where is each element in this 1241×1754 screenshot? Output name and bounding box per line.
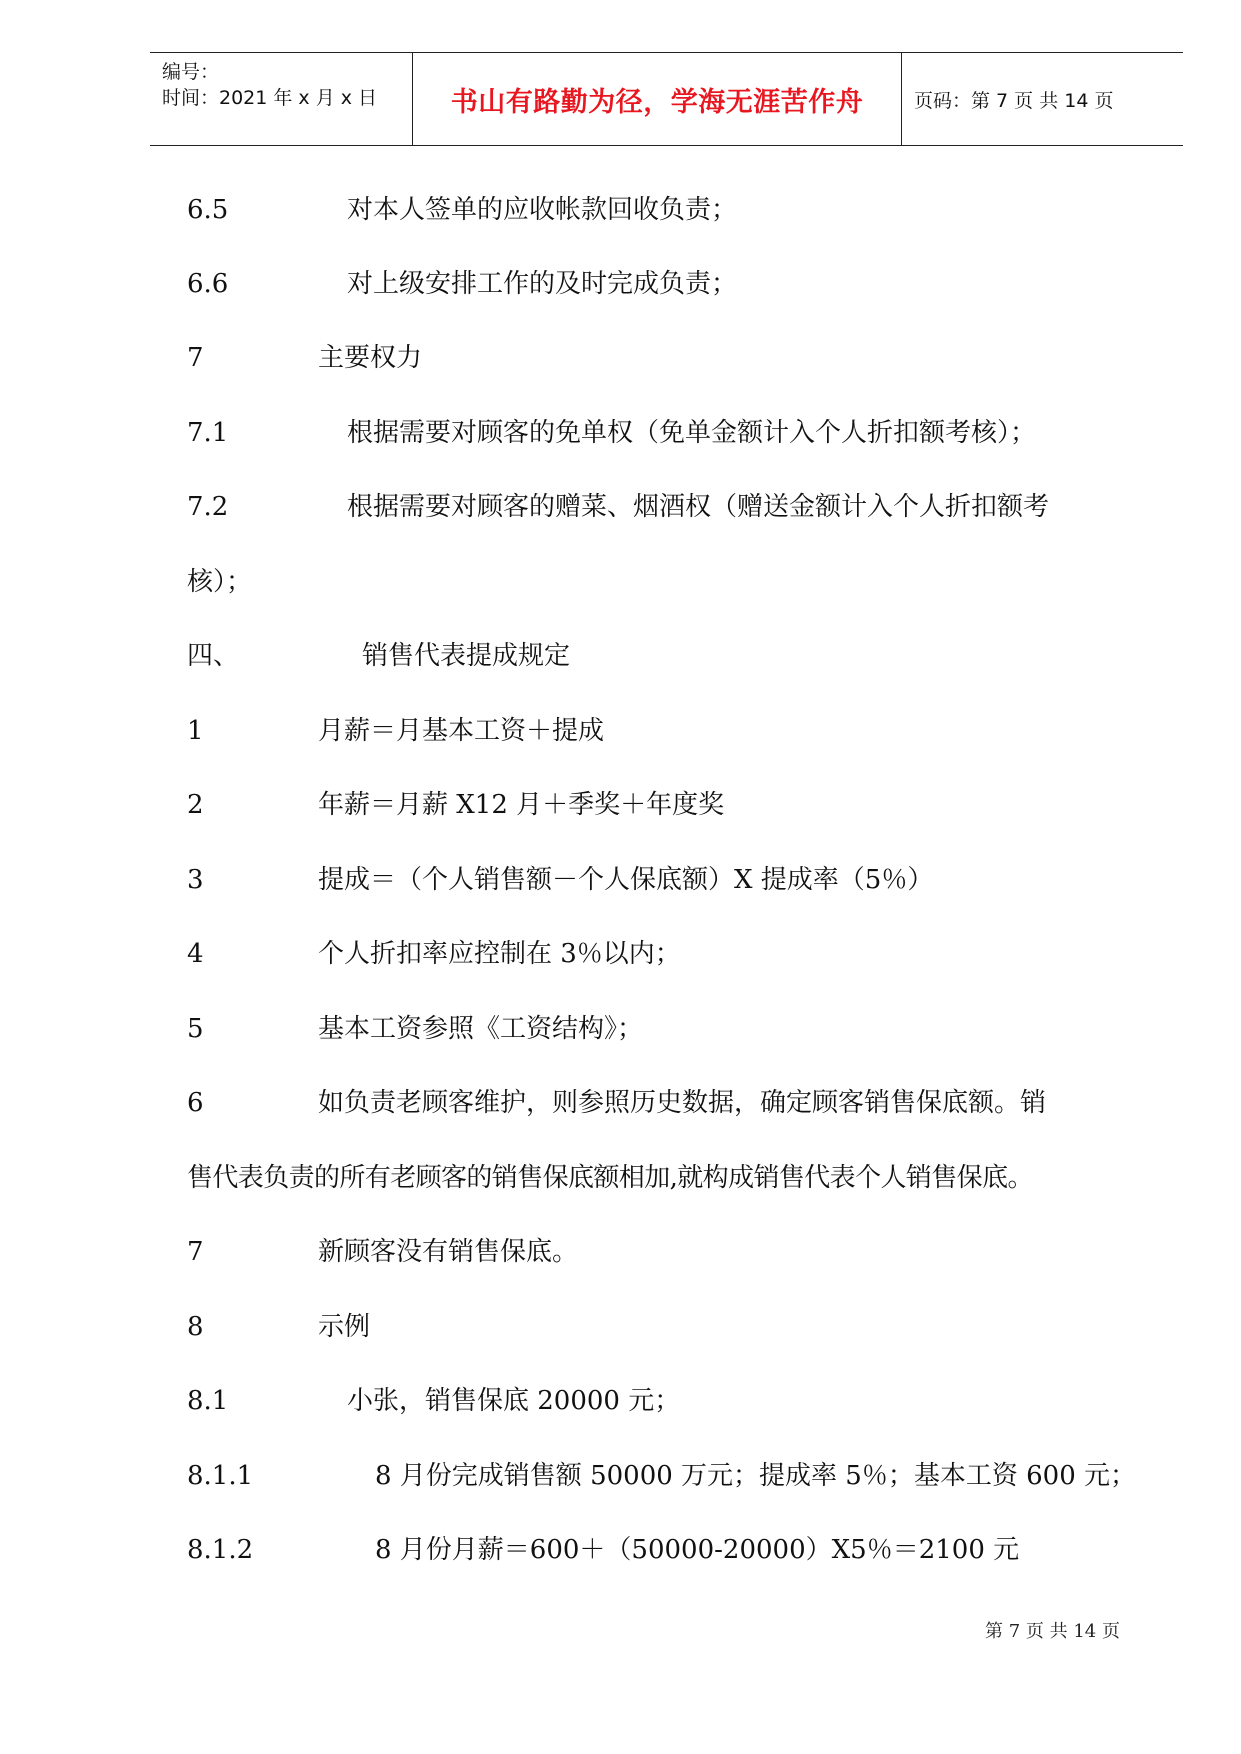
header-motto-cell bbox=[412, 53, 902, 145]
item-number: 1 bbox=[187, 716, 204, 746]
list-item bbox=[187, 1012, 643, 1046]
item-number: 6.6 bbox=[187, 269, 229, 299]
page-header bbox=[150, 52, 1183, 146]
item-text: 8 月份月薪＝600＋（50000-20000）X5％＝2100 元 bbox=[375, 1535, 1020, 1565]
item-text: 小张，销售保底 20000 元； bbox=[347, 1386, 681, 1416]
item-text: 根据需要对顾客的赠菜、烟酒权（赠送金额计入个人折扣额考 bbox=[347, 492, 1050, 522]
list-item-continuation bbox=[187, 565, 252, 599]
list-item bbox=[187, 416, 1036, 450]
item-text: 年薪＝月薪 X12 月＋季奖＋年度奖 bbox=[318, 790, 725, 820]
item-text: 对上级安排工作的及时完成负责； bbox=[347, 269, 738, 299]
header-left-cell bbox=[150, 53, 412, 145]
item-text: 提成＝（个人销售额－个人保底额）X 提成率（5％） bbox=[318, 865, 934, 895]
list-item bbox=[187, 937, 681, 971]
list-item bbox=[187, 267, 737, 301]
item-number: 6.5 bbox=[187, 195, 229, 225]
item-text: 8 月份完成销售额 50000 万元；提成率 5％；基本工资 600 元； bbox=[375, 1461, 1137, 1491]
item-number: 8.1 bbox=[187, 1386, 229, 1416]
item-text: 如负责老顾客维护，则参照历史数据，确定顾客销售保底额。销 bbox=[318, 1088, 1047, 1118]
list-item bbox=[187, 1086, 1046, 1120]
list-item bbox=[187, 1235, 578, 1269]
item-text: 基本工资参照《工资结构》； bbox=[318, 1014, 644, 1044]
item-number: 6 bbox=[187, 1088, 204, 1118]
list-item bbox=[187, 863, 933, 897]
item-text: 核）； bbox=[187, 567, 253, 597]
document-time-label: 时间：2021 年 x 月 x 日 bbox=[162, 87, 378, 109]
item-text: 根据需要对顾客的免单权（免单金额计入个人折扣额考核）； bbox=[347, 418, 1037, 448]
section-number: 四、 bbox=[187, 641, 240, 671]
header-page-code: 页码：第 7 页 共 14 页 bbox=[914, 89, 1114, 112]
item-text: 售代表负责的所有老顾客的销售保底额相加,就构成销售代表个人销售保底。 bbox=[187, 1163, 1033, 1193]
item-number: 2 bbox=[187, 790, 204, 820]
item-number: 5 bbox=[187, 1014, 204, 1044]
list-item bbox=[187, 788, 724, 822]
item-text: 示例 bbox=[318, 1312, 371, 1342]
item-text: 新顾客没有销售保底。 bbox=[318, 1237, 579, 1267]
item-number: 4 bbox=[187, 939, 204, 969]
list-item bbox=[187, 1533, 1019, 1567]
list-item bbox=[187, 1459, 1136, 1493]
list-item bbox=[187, 714, 604, 748]
list-item bbox=[187, 193, 737, 227]
item-text: 个人折扣率应控制在 3％以内； bbox=[318, 939, 681, 969]
header-page-cell bbox=[902, 53, 1183, 145]
section-title: 销售代表提成规定 bbox=[362, 641, 571, 671]
section-heading bbox=[187, 639, 570, 673]
item-number: 8.1.1 bbox=[187, 1461, 254, 1491]
item-number: 7.1 bbox=[187, 418, 229, 448]
item-text: 主要权力 bbox=[318, 343, 423, 373]
item-text: 对本人签单的应收帐款回收负责； bbox=[347, 195, 738, 225]
list-item-continuation bbox=[187, 1161, 1033, 1195]
item-number: 8.1.2 bbox=[187, 1535, 254, 1565]
list-item bbox=[187, 1384, 680, 1418]
document-code-label: 编号： bbox=[162, 61, 220, 83]
item-number: 3 bbox=[187, 865, 204, 895]
list-item bbox=[187, 341, 422, 375]
item-number: 7.2 bbox=[187, 492, 229, 522]
item-number: 7 bbox=[187, 1237, 204, 1267]
item-number: 7 bbox=[187, 343, 204, 373]
header-motto: 书山有路勤为径，学海无涯苦作舟 bbox=[450, 86, 864, 118]
item-number: 8 bbox=[187, 1312, 204, 1342]
list-item bbox=[187, 1310, 370, 1344]
page-footer-number: 第 7 页 共 14 页 bbox=[985, 1621, 1120, 1642]
item-text: 月薪＝月基本工资＋提成 bbox=[318, 716, 605, 746]
list-item bbox=[187, 490, 1049, 524]
